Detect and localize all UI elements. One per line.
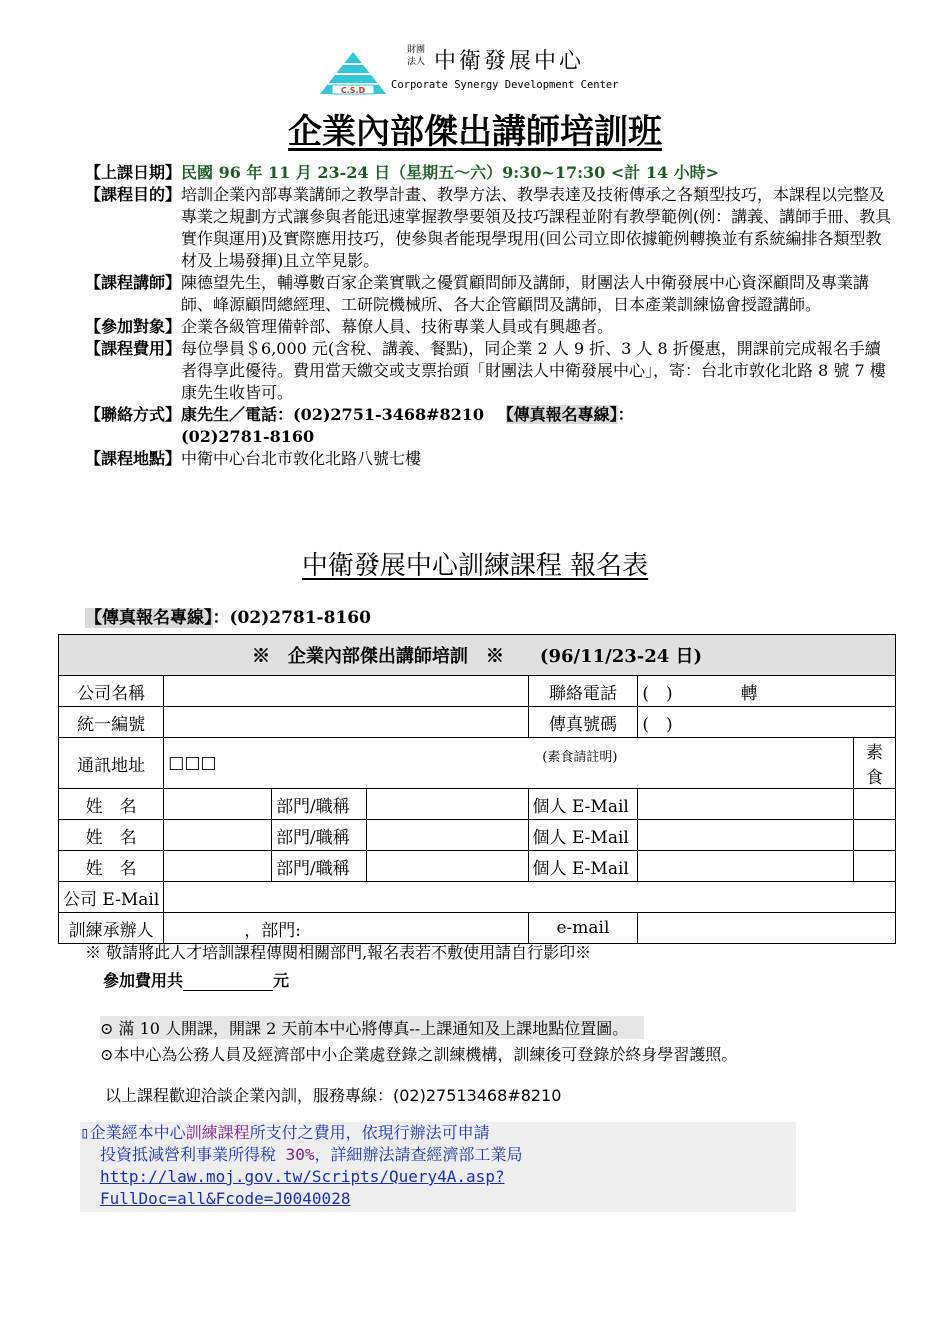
name-label: 姓 名 — [59, 851, 164, 882]
personal-email-label: 個人 E-Mail — [528, 789, 638, 820]
attendee-row — [59, 820, 896, 851]
zip-boxes: □□□ — [168, 753, 217, 773]
personal-email-field[interactable] — [638, 789, 854, 820]
organizer-field[interactable] — [164, 913, 528, 944]
logo-text: C.S.D — [340, 86, 366, 95]
lecturer-value: 陳德望先生，輔導數百家企業實戰之優質顧問師及講師，財團法人中衛發展中心資深顧問及專業講師、峰源顧問總經理、工研院機械所、各大企管顧問及講師，日本產業訓練協會授證講師。 — [181, 273, 870, 314]
address-field[interactable] — [164, 738, 854, 789]
page-title: 企業內部傑出講師培訓班 — [288, 112, 662, 152]
company-row — [59, 676, 896, 707]
contact-value: 康先生／電話：(02)2751-3468#8210 — [181, 405, 485, 424]
personal-email-field[interactable] — [638, 851, 854, 882]
purpose-value: 培訓企業內部專業講師之教學計畫、教學方法、教學表達及技術傳承之各類型技巧，本課程以完整及專業之規劃方式讓參與者能迅速掌握教學要領及技巧課程並附有教學範例(例：講義、講師手冊、教具實作與運用)及實際應用技巧，使參與者能現學現用(回公司立即依據範例轉換並有系統編排各類型教材及上場發揮)且立竿見影。 — [181, 185, 892, 270]
purpose-row — [85, 184, 895, 272]
lecturer-label: 【課程講師】 — [85, 273, 182, 292]
contact-label: 【聯絡方式】 — [85, 405, 182, 424]
dept-title-label: 部門/職稱 — [272, 789, 367, 820]
name-label: 姓 名 — [59, 820, 164, 851]
personal-email-label: 個人 E-Mail — [528, 820, 638, 851]
course-row — [59, 635, 896, 676]
contact-phone-label: 聯絡電話 — [528, 676, 638, 707]
vegetarian-label: 素食 — [853, 738, 895, 789]
org-logo — [318, 42, 618, 98]
audience-value: 企業各級管理備幹部、幕僚人員、技術專業人員或有興趣者。 — [181, 317, 614, 336]
fee-total: 參加費用共 元 — [103, 971, 290, 990]
vegetarian-note: (素食請註明) — [542, 750, 618, 765]
dept-title-label: 部門/職稱 — [272, 820, 367, 851]
organizer-email-label: e-mail — [528, 913, 638, 944]
audience-label: 【參加對象】 — [85, 317, 182, 336]
tax-line-2: 投資抵減營利事業所得稅 30%，詳細辦法請查經濟部工業局 — [100, 1145, 523, 1164]
inhouse-training-note: 以上課程歡迎洽談企業內訓，服務專線：(02)27513468#8210 — [105, 1086, 562, 1105]
organizer-row — [59, 913, 896, 944]
place-label: 【課程地點】 — [85, 449, 182, 468]
dept-title-label: 部門/職稱 — [272, 851, 367, 882]
registration-form — [58, 634, 896, 944]
fee-row — [85, 338, 895, 404]
name-label: 姓 名 — [59, 789, 164, 820]
address-label: 通訊地址 — [59, 738, 164, 789]
purpose-label: 【課程目的】 — [85, 185, 182, 204]
audience-row — [85, 316, 895, 338]
date-row — [85, 162, 895, 184]
name-field[interactable] — [164, 820, 272, 851]
org-english-name: Corporate Synergy Development Center — [391, 79, 619, 91]
contact-row: 【聯絡方式】 康先生／電話：(02)2751-3468#8210 【傳真報名專線】： (02)2781-8160 — [85, 405, 634, 446]
company-name-label: 公司名稱 — [59, 676, 164, 707]
fax-label: 【傳真報名專線】 — [505, 405, 618, 424]
form-title: 中衛發展中心訓練課程 報名表 — [301, 551, 649, 581]
tax-deduction-box — [80, 1122, 796, 1212]
dept-title-field[interactable] — [366, 851, 528, 882]
name-field[interactable] — [164, 789, 272, 820]
company-email-label: 公司 E-Mail — [59, 882, 164, 913]
attendee-row — [59, 789, 896, 820]
place-value: 中衛中心台北市敦化北路八號七樓 — [181, 449, 422, 468]
attendee-row — [59, 851, 896, 882]
vegetarian-field[interactable] — [853, 851, 895, 882]
law-link[interactable]: http://law.moj.gov.tw/Scripts/Query4A.asp? — [100, 1167, 505, 1186]
org-prefix: 財團 法人 — [407, 45, 426, 67]
tax-row — [59, 707, 896, 738]
tax-id-field[interactable] — [164, 707, 528, 738]
date-value: 民國 96 年 11 月 23-24 日（星期五～六）9:30~17:30 <計 14 小時> — [181, 163, 720, 182]
company-email-row — [59, 882, 896, 913]
organizer-dept-label: ，部門: — [244, 920, 302, 941]
pyramid-logo-icon — [318, 50, 388, 96]
name-field[interactable] — [164, 851, 272, 882]
organizer-email-field[interactable] — [638, 913, 896, 944]
fax-no-label: 傳真號碼 — [528, 707, 638, 738]
tax-line-1: ▯企業經本中心訓練課程所支付之費用，依現行辦法可申請 — [80, 1123, 490, 1142]
fax-no-field[interactable]: ( ) — [638, 707, 896, 738]
personal-email-label: 個人 E-Mail — [528, 851, 638, 882]
contact-phone-field[interactable]: ( ) 轉 — [638, 676, 896, 707]
address-row — [59, 738, 896, 789]
dept-title-field[interactable] — [366, 789, 528, 820]
notice-minimum: ⊙ 滿 10 人開課，開課 2 天前本中心將傳真--上課通知及上課地點位置圖。 — [100, 1016, 644, 1039]
dept-title-field[interactable] — [366, 820, 528, 851]
fee-label: 【課程費用】 — [85, 339, 182, 358]
lecturer-row — [85, 272, 895, 316]
organizer-label: 訓練承辦人 — [59, 913, 164, 944]
vegetarian-field[interactable] — [853, 789, 895, 820]
tax-id-label: 統一編號 — [59, 707, 164, 738]
forward-note: ※ 敬請將此人才培訓課程傳閱相關部門,報名表若不敷使用請自行影印※ — [85, 943, 592, 962]
company-email-field[interactable] — [164, 882, 896, 913]
date-label: 【上課日期】 — [85, 163, 182, 182]
personal-email-field[interactable] — [638, 820, 854, 851]
vegetarian-field[interactable] — [853, 820, 895, 851]
fax-value: (02)2781-8160 — [181, 427, 315, 446]
law-link-cont[interactable]: FullDoc=all&Fcode=J0040028 — [100, 1189, 351, 1208]
course-name: ※ 企業內部傑出講師培訓 ※ (96/11/23-24 日) — [59, 635, 896, 676]
company-name-field[interactable] — [164, 676, 528, 707]
place-row — [85, 448, 895, 470]
fee-value: 每位學員＄6,000 元(含稅、講義、餐點)，同企業 2 人 9 折、3 人 8 折優惠，開課前完成報名手續者得享此優待。費用當天繳交或支票抬頭「財團法人中衛發展中心」，寄：台北市敦化北路 8 號 7 樓康先生收皆可。 — [181, 339, 886, 402]
course-info — [85, 162, 895, 470]
org-name: 中衛發展中心 — [434, 49, 585, 74]
form-fax-line: 【傳真報名專線】：(02)2781-8160 — [85, 608, 371, 628]
fee-total-blank[interactable] — [183, 974, 273, 991]
notice-learning-passport: ⊙本中心為公務人員及經濟部中小企業處登錄之訓練機構，訓練後可登錄於終身學習護照。 — [100, 1045, 738, 1064]
